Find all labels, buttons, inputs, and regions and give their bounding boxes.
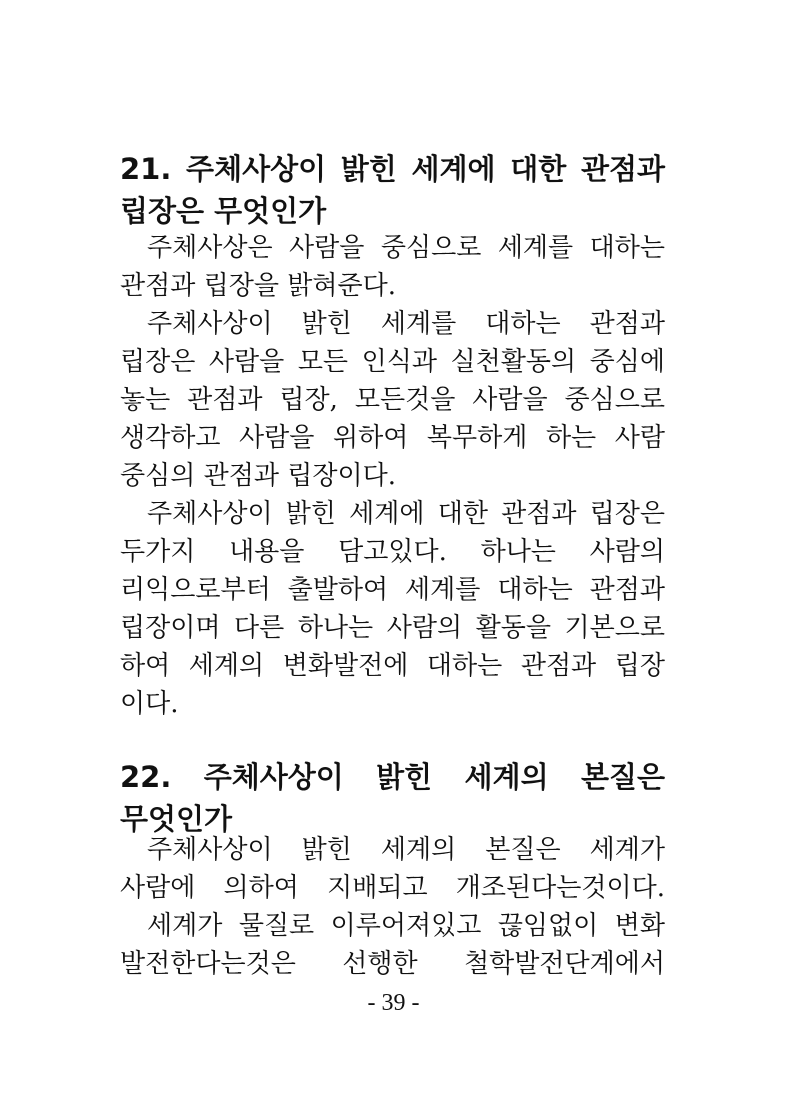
- paragraph-line: 주체사상이 밝힌 세계를 대하는 관점과: [147, 309, 665, 339]
- paragraph-line: 리익으로부터 출발하여 세계를 대하는 관점과: [120, 575, 665, 605]
- section-22-title-line-1: 22. 주체사상이 밝힌 세계의 본질은: [120, 760, 665, 794]
- paragraph-line: 주체사상이 밝힌 세계에 대한 관점과 립장은: [147, 499, 665, 529]
- section-21-title-line-2: 립장은 무엇인가: [120, 194, 327, 228]
- section-22-heading: [120, 756, 665, 840]
- paragraph-line: 생각하고 사람을 위하여 복무하게 하는 사람: [120, 423, 665, 453]
- paragraph-line: 주체사상은 사람을 중심으로 세계를 대하는: [147, 233, 665, 263]
- page-number: - 39 -: [367, 990, 420, 1016]
- paragraph-line: 사람에 의하여 지배되고 개조된다는것이다.: [120, 873, 665, 903]
- paragraph-line: 립장은 사람을 모든 인식과 실천활동의 중심에: [120, 347, 665, 377]
- paragraph-line: 하여 세계의 변화발전에 대하는 관점과 립장: [120, 651, 665, 681]
- paragraph-line: 발전한다는것은 선행한 철학발전단계에서: [120, 949, 665, 979]
- section-22-title-line-2: 무엇인가: [120, 802, 233, 836]
- paragraph-line: 관점과 립장을 밝혀준다.: [120, 271, 396, 301]
- section-21-heading: [120, 148, 665, 232]
- paragraph-line: 세계가 물질로 이루어져있고 끊임없이 변화: [147, 911, 665, 941]
- paragraph-line: 두가지 내용을 담고있다. 하나는 사람의: [120, 537, 665, 567]
- section-21-title-line-1: 21. 주체사상이 밝힌 세계에 대한 관점과: [120, 152, 665, 186]
- paragraph-line: 놓는 관점과 립장, 모든것을 사람을 중심으로: [120, 385, 665, 415]
- paragraph-line: 립장이며 다른 하나는 사람의 활동을 기본으로: [120, 613, 665, 643]
- paragraph-line: 주체사상이 밝힌 세계의 본질은 세계가: [147, 835, 665, 865]
- paragraph-line: 중심의 관점과 립장이다.: [120, 461, 396, 491]
- paragraph-line: 이다.: [120, 689, 179, 719]
